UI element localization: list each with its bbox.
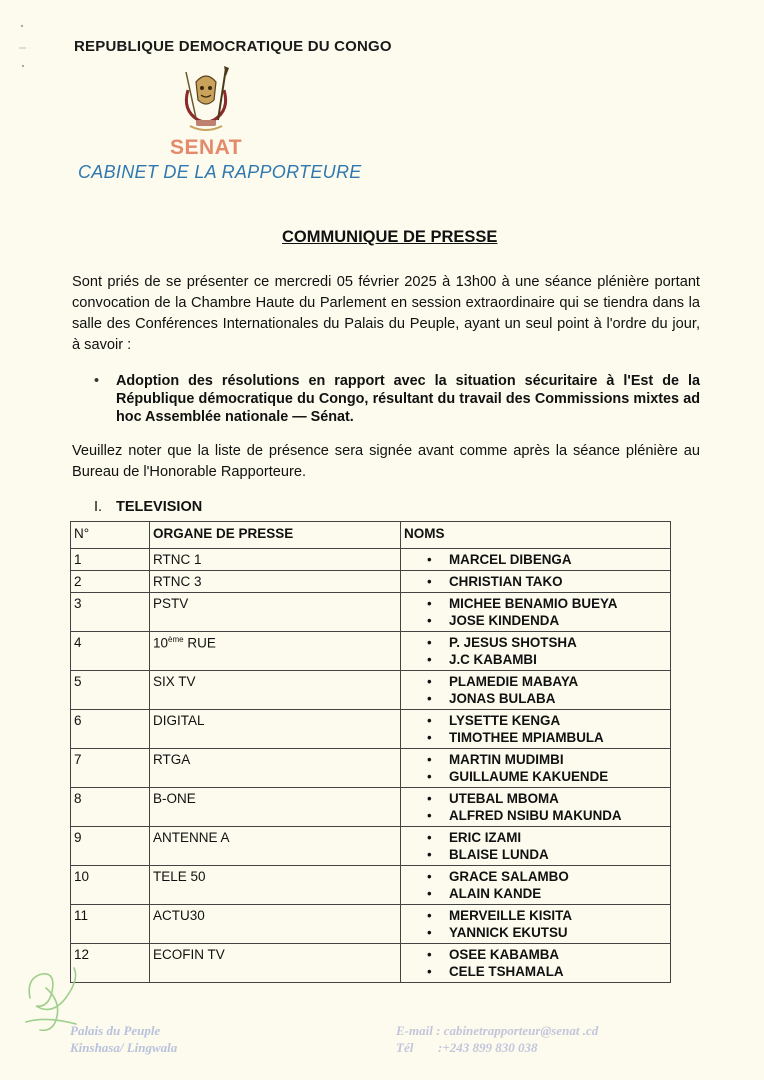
journalist-name: • MICHEE BENAMIO BUEYA	[427, 595, 670, 612]
country-name: REPUBLIQUE DEMOCRATIQUE DU CONGO	[74, 38, 392, 55]
journalist-name: • JONAS BULABA	[427, 690, 670, 707]
journalist-name: • MARCEL DIBENGA	[427, 551, 670, 568]
notice-paragraph: Veuillez noter que la liste de présence sera signée avant comme après la séance plénière au Bureau de l'Honorable Rapporteure.	[72, 443, 700, 480]
table-row	[71, 749, 671, 788]
table-row	[71, 571, 671, 593]
row-number: 11	[71, 905, 150, 944]
row-organ: RTGA	[150, 749, 401, 788]
journalist-name: • LYSETTE KENGA	[427, 712, 670, 729]
section-number: I.	[94, 499, 103, 515]
journalist-name: • OSEE KABAMBA	[427, 946, 670, 963]
column-header-num: N°	[71, 522, 150, 549]
row-organ: B-ONE	[150, 788, 401, 827]
journalist-name: • CHRISTIAN TAKO	[427, 573, 670, 590]
footer-contact	[396, 1022, 598, 1056]
row-number: 5	[71, 671, 150, 710]
section-heading	[94, 499, 202, 515]
journalist-name: • CELE TSHAMALA	[427, 963, 670, 980]
row-number: 6	[71, 710, 150, 749]
row-names	[401, 571, 671, 593]
table-row	[71, 905, 671, 944]
phone-label: Tél	[396, 1040, 414, 1055]
journalist-name: • ALFRED NSIBU MAKUNDA	[427, 807, 670, 824]
row-organ: PSTV	[150, 593, 401, 632]
table-row	[71, 549, 671, 571]
section-title: TELEVISION	[116, 499, 203, 515]
phone-line	[396, 1039, 598, 1056]
row-organ: RTNC 3	[150, 571, 401, 593]
table-row	[71, 671, 671, 710]
intro-paragraph: Sont priés de se présenter ce mercredi 05 février 2025 à 13h00 à une séance plénière portant convocation de la Chambre Haute du Parlement en session extraordinaire qui se tiendra dans la salle des Conférences Internationales du Palais du Peuple, ayant un seul point à l'ordre du jour, à savoir :	[72, 274, 700, 353]
agenda-text: Adoption des résolutions en rapport avec la situation sécuritaire à l'Est de la République démocratique du Congo, résultant du travail des Commissions mixtes ad hoc Assemblée nationale — Sénat.	[116, 373, 700, 425]
row-number: 2	[71, 571, 150, 593]
row-organ: SIX TV	[150, 671, 401, 710]
journalist-name: • GUILLAUME KAKUENDE	[427, 768, 670, 785]
row-names	[401, 866, 671, 905]
address-line-2: Kinshasa/ Lingwala	[70, 1040, 178, 1055]
journalist-name: • TIMOTHEE MPIAMBULA	[427, 729, 670, 746]
table-row	[71, 632, 671, 671]
agenda-item	[94, 372, 700, 426]
row-number: 10	[71, 866, 150, 905]
row-organ	[150, 632, 401, 671]
email-value: cabinetrapporteur@senat .cd	[443, 1023, 599, 1038]
organ-superscript: ème	[168, 635, 184, 644]
scan-marks	[18, 22, 28, 79]
journalist-name: • JOSE KINDENDA	[427, 612, 670, 629]
journalist-name: • YANNICK EKUTSU	[427, 924, 670, 941]
row-names	[401, 632, 671, 671]
journalist-name: • P. JESUS SHOTSHA	[427, 634, 670, 651]
row-names	[401, 905, 671, 944]
table-row	[71, 944, 671, 983]
table-header-row	[71, 522, 671, 549]
journalist-name: • ALAIN KANDE	[427, 885, 670, 902]
row-number: 4	[71, 632, 150, 671]
organ-prefix: 10	[153, 635, 169, 651]
row-number: 9	[71, 827, 150, 866]
row-names	[401, 671, 671, 710]
phone-value: :+243 899 830 038	[438, 1040, 538, 1055]
row-number: 12	[71, 944, 150, 983]
journalist-name: • BLAISE LUNDA	[427, 846, 670, 863]
row-names	[401, 944, 671, 983]
table-row	[71, 788, 671, 827]
footer-address	[70, 1022, 177, 1056]
row-organ: TELE 50	[150, 866, 401, 905]
row-number: 8	[71, 788, 150, 827]
institution-name: SENAT	[170, 136, 243, 159]
coat-of-arms-icon	[174, 64, 238, 136]
email-line	[396, 1022, 598, 1039]
table-row	[71, 866, 671, 905]
row-organ: DIGITAL	[150, 710, 401, 749]
row-names	[401, 593, 671, 632]
row-names	[401, 788, 671, 827]
row-names	[401, 549, 671, 571]
row-organ: RTNC 1	[150, 549, 401, 571]
row-organ: ACTU30	[150, 905, 401, 944]
document-title: COMMUNIQUE DE PRESSE	[282, 228, 498, 246]
email-label: E-mail :	[396, 1023, 441, 1038]
table-row	[71, 827, 671, 866]
address-line-1: Palais du Peuple	[70, 1023, 161, 1038]
journalist-name: • PLAMEDIE MABAYA	[427, 673, 670, 690]
row-organ: ECOFIN TV	[150, 944, 401, 983]
table-row	[71, 593, 671, 632]
row-number: 7	[71, 749, 150, 788]
column-header-names: NOMS	[401, 522, 671, 549]
row-organ: ANTENNE A	[150, 827, 401, 866]
organ-suffix: RUE	[183, 635, 216, 651]
bullet-icon: •	[94, 373, 100, 389]
journalist-name: • J.C KABAMBI	[427, 651, 670, 668]
row-number: 3	[71, 593, 150, 632]
row-names	[401, 827, 671, 866]
row-names	[401, 710, 671, 749]
journalist-name: • UTEBAL MBOMA	[427, 790, 670, 807]
journalist-name: • MARTIN MUDIMBI	[427, 751, 670, 768]
column-header-organ: ORGANE DE PRESSE	[150, 522, 401, 549]
office-name: CABINET DE LA RAPPORTEURE	[78, 162, 362, 182]
row-names	[401, 749, 671, 788]
journalist-name: • ERIC IZAMI	[427, 829, 670, 846]
row-number: 1	[71, 549, 150, 571]
press-table	[70, 521, 671, 983]
journalist-name: • MERVEILLE KISITA	[427, 907, 670, 924]
journalist-name: • GRACE SALAMBO	[427, 868, 670, 885]
table-row	[71, 710, 671, 749]
